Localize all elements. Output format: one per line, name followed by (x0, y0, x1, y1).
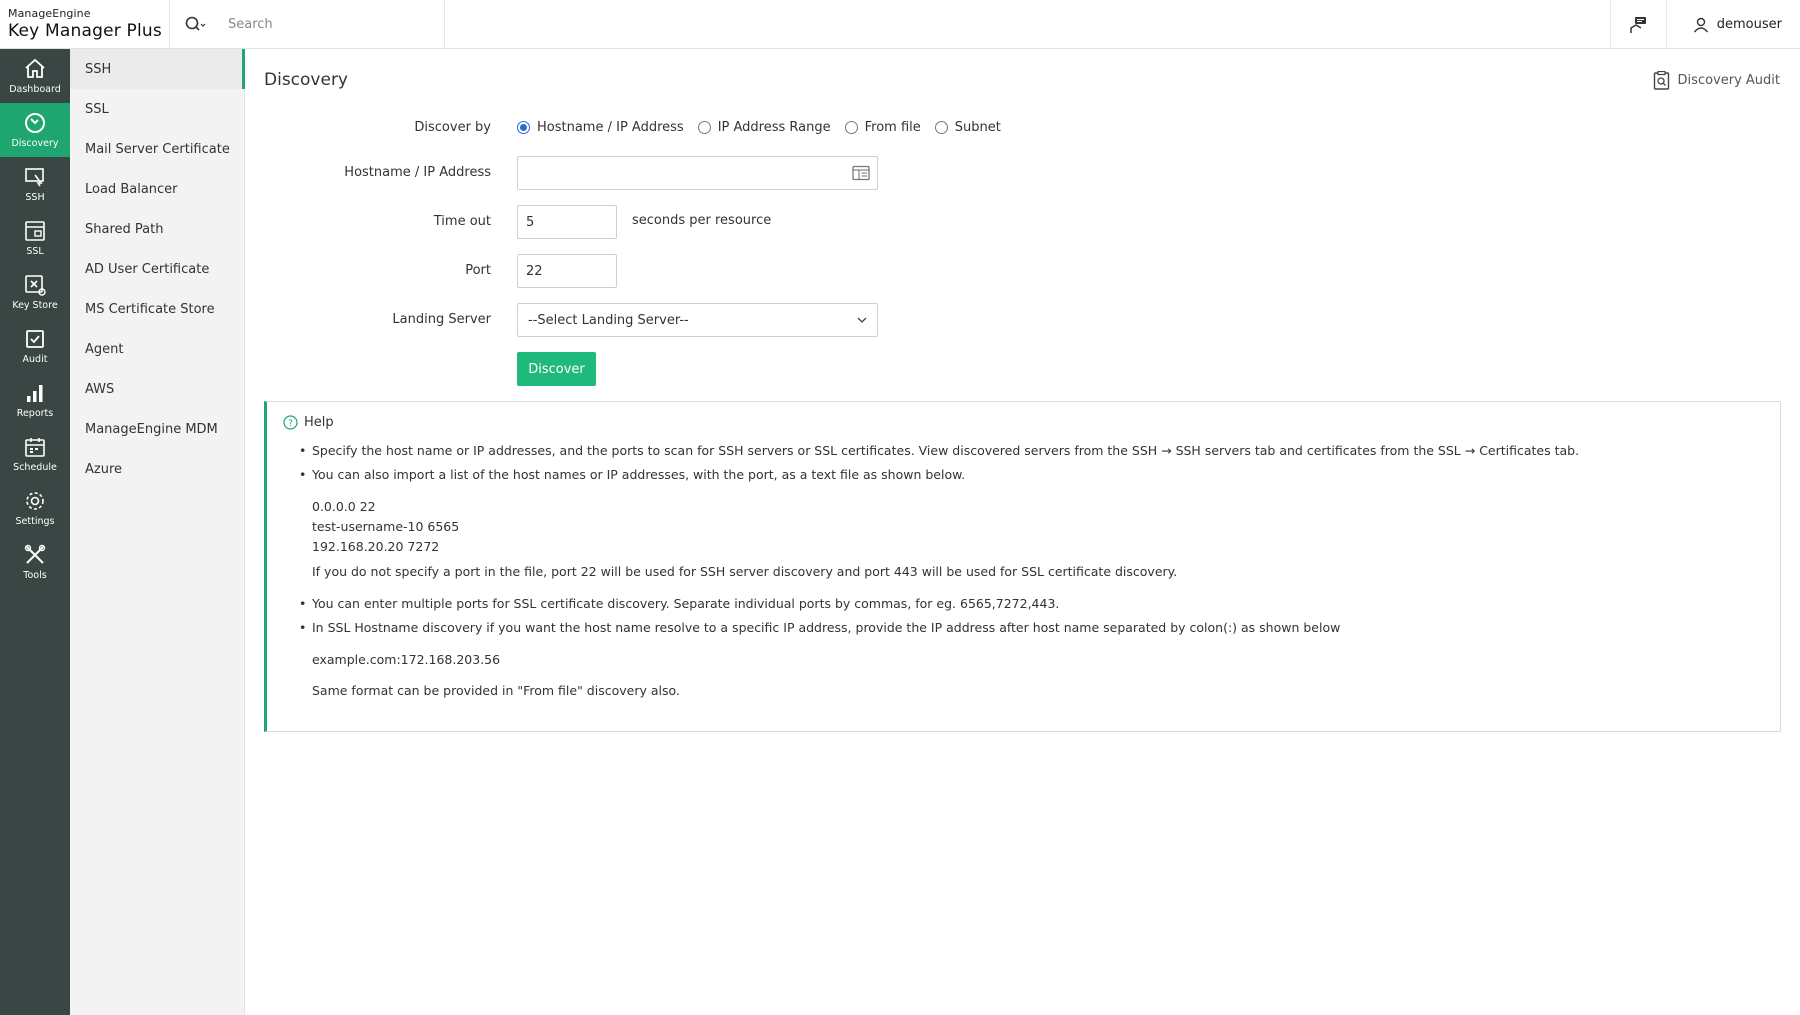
radio-subnet[interactable] (935, 120, 1001, 135)
tools-icon (23, 543, 47, 567)
help-title: Help (304, 415, 334, 430)
hostname-label: Hostname / IP Address (344, 165, 491, 180)
help-header (283, 415, 334, 430)
ssh-icon (23, 165, 47, 189)
home-icon (23, 57, 47, 81)
brand-logo[interactable] (0, 0, 170, 49)
radio-label: Hostname / IP Address (537, 120, 684, 135)
submenu-aws[interactable]: AWS (85, 381, 115, 397)
discover-by-radio-group (517, 120, 1001, 135)
username: demouser (1716, 17, 1782, 32)
port-label: Port (465, 263, 491, 278)
discovery-submenu (70, 49, 245, 1015)
nav-settings[interactable] (0, 481, 70, 535)
timeout-unit: seconds per resource (632, 213, 772, 228)
help-panel (264, 401, 1781, 732)
audit-icon (23, 327, 47, 351)
radio-ip-range[interactable] (698, 120, 831, 135)
discovery-icon (23, 111, 47, 135)
discovery-audit-label: Discovery Audit (1677, 73, 1780, 88)
reports-icon (23, 381, 47, 405)
help-bullet: • You can enter multiple ports for SSL certificate discovery. Separate individual ports by commas, for eg. 6565,7272,443. (312, 596, 1059, 611)
radio-button-selected[interactable] (517, 121, 530, 134)
landing-server-select[interactable] (517, 303, 878, 337)
timeout-input[interactable] (517, 205, 617, 239)
submenu-ssl[interactable]: SSL (85, 101, 109, 117)
notification-button[interactable] (1610, 0, 1666, 49)
nav-key-store[interactable] (0, 265, 70, 319)
nav-label: Key Store (12, 300, 58, 311)
help-example: example.com:172.168.203.56 (312, 652, 501, 667)
radio-button[interactable] (935, 121, 948, 134)
nav-label: SSL (26, 246, 44, 257)
notification-icon (1628, 15, 1648, 35)
nav-ssh[interactable] (0, 157, 70, 211)
nav-reports[interactable] (0, 373, 70, 427)
discover-by-label: Discover by (414, 120, 491, 135)
radio-button[interactable] (698, 121, 711, 134)
submenu-mail-server-certificate[interactable]: Mail Server Certificate (85, 141, 230, 157)
discover-button[interactable]: Discover (517, 352, 596, 386)
radio-label: Subnet (954, 120, 1001, 135)
radio-button[interactable] (845, 121, 858, 134)
submenu-azure[interactable]: Azure (85, 461, 123, 477)
user-icon (1693, 17, 1709, 33)
nav-label: Tools (23, 570, 47, 581)
help-bullet: • You can also import a list of the host names or IP addresses, with the port, as a text file as shown below. (312, 467, 965, 482)
submenu-ssh[interactable]: SSH (70, 49, 245, 89)
nav-label: Schedule (13, 462, 57, 473)
help-example: test-username-10 6565 (312, 519, 460, 534)
help-example: 0.0.0.0 22 (312, 499, 376, 514)
nav-dashboard[interactable] (0, 49, 70, 103)
user-menu[interactable] (1666, 0, 1800, 49)
nav-label: Reports (16, 408, 54, 419)
help-icon (283, 415, 298, 430)
nav-label: Discovery (11, 138, 59, 149)
help-example: 192.168.20.20 7272 (312, 539, 440, 554)
nav-label: SSH (25, 192, 45, 203)
nav-tools[interactable] (0, 535, 70, 589)
top-header (0, 0, 1800, 49)
submenu-load-balancer[interactable]: Load Balancer (85, 181, 178, 197)
hostname-input[interactable] (517, 156, 878, 190)
audit-report-icon (1653, 71, 1670, 90)
help-note: Same format can be provided in "From file" discovery also. (312, 683, 680, 698)
brand-vendor: ManageEngine (8, 7, 91, 20)
main-content (245, 49, 1800, 1015)
submenu-manageengine-mdm[interactable]: ManageEngine MDM (85, 421, 218, 437)
timeout-label: Time out (433, 214, 491, 229)
brand-product: Key Manager Plus (8, 21, 162, 41)
key-store-icon (23, 273, 47, 297)
radio-from-file[interactable] (845, 120, 921, 135)
search-bar (170, 0, 445, 49)
nav-audit[interactable] (0, 319, 70, 373)
main-nav-rail (0, 49, 70, 1015)
page-title: Discovery (264, 70, 348, 90)
submenu-ad-user-certificate[interactable]: AD User Certificate (85, 261, 210, 277)
nav-ssl[interactable] (0, 211, 70, 265)
nav-label: Audit (22, 354, 48, 365)
search-input[interactable] (228, 12, 428, 36)
nav-discovery[interactable] (0, 103, 70, 157)
svg-text:?: ? (288, 419, 293, 429)
address-book-icon[interactable] (852, 165, 870, 181)
port-input[interactable] (517, 254, 617, 288)
search-icon[interactable] (184, 14, 206, 34)
landing-server-label: Landing Server (392, 312, 491, 327)
landing-server-selected: --Select Landing Server-- (528, 312, 689, 328)
help-bullet: • Specify the host name or IP addresses, and the ports to scan for SSH servers or SSL certificates. View discovered servers from the SSH → SSH servers tab and certificates from the SSL → Certificates tab. (312, 443, 1579, 458)
settings-icon (23, 489, 47, 513)
nav-label: Dashboard (9, 84, 61, 95)
radio-hostname-ip[interactable] (517, 120, 684, 135)
nav-label: Settings (15, 516, 55, 527)
help-note: If you do not specify a port in the file, port 22 will be used for SSH server discovery and port 443 will be used for SSL certificate discovery. (312, 564, 1178, 579)
discovery-audit-link[interactable] (1653, 71, 1780, 90)
schedule-icon (23, 435, 47, 459)
radio-label: IP Address Range (717, 120, 831, 135)
nav-schedule[interactable] (0, 427, 70, 481)
submenu-ms-certificate-store[interactable]: MS Certificate Store (85, 301, 215, 317)
chevron-down-icon (857, 317, 867, 323)
ssl-icon (23, 219, 47, 243)
radio-label: From file (864, 120, 921, 135)
help-bullet: • In SSL Hostname discovery if you want the host name resolve to a specific IP address, provide the IP address after host name separated by colon(:) as shown below (312, 620, 1340, 635)
submenu-shared-path[interactable]: Shared Path (85, 221, 164, 237)
submenu-agent[interactable]: Agent (85, 341, 124, 357)
